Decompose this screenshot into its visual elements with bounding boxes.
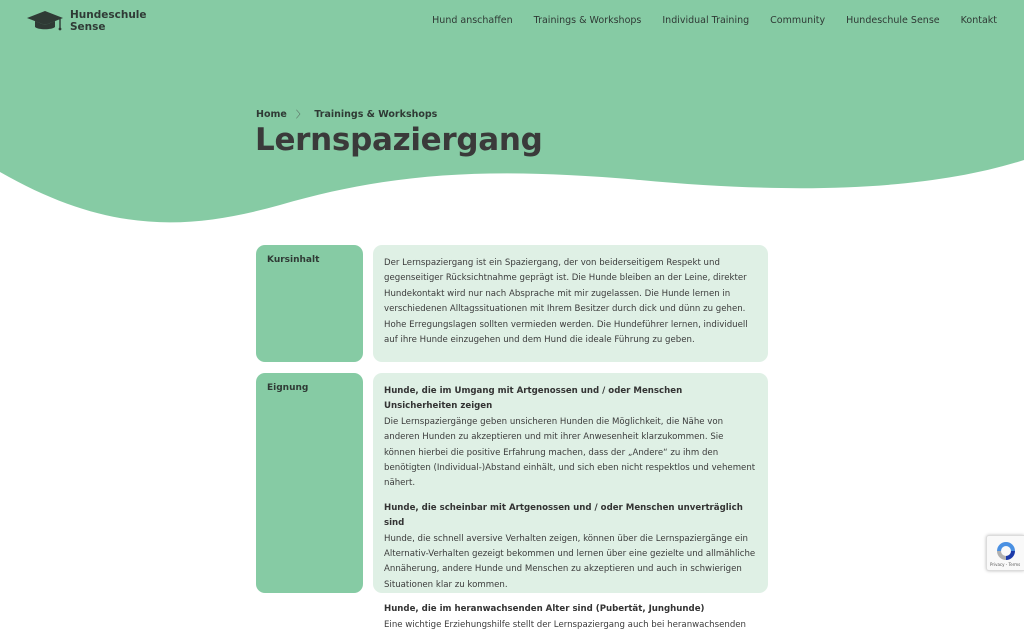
breadcrumb-home[interactable]: Home xyxy=(256,108,287,120)
section-label-kursinhalt: Kursinhalt xyxy=(256,245,363,362)
logo-text xyxy=(70,9,147,33)
graduation-cap-icon xyxy=(26,9,64,33)
nav-item-kontakt[interactable]: Kontakt xyxy=(960,15,997,26)
eignung-block-title: Hunde, die im Umgang mit Artgenossen und / oder Menschen Unsicherheiten zeigen xyxy=(384,386,683,412)
section-label-eignung: Eignung xyxy=(256,373,363,593)
nav-item-community[interactable]: Community xyxy=(770,15,826,26)
main-navigation xyxy=(411,14,997,27)
hero-background xyxy=(0,0,1024,240)
logo-line-1: Hundeschule xyxy=(70,9,147,21)
breadcrumb xyxy=(256,107,437,121)
eignung-block xyxy=(384,602,757,633)
page-title: Lernspaziergang xyxy=(255,122,543,158)
eignung-block-text: Die Lernspaziergänge geben unsicheren Hunden die Möglichkeit, die Nähe von anderen Hunden zu akzeptieren und mit ihrer Anwesenheit klarzukommen. Sie können hierbei die positive Erfahrung machen, dass der „Andere“ zu ihm den benötigten (Individual-)Abstand einhält, und sich eben nicht respektlos und vehement nähert. xyxy=(384,416,756,489)
breadcrumb-separator-icon: 〉 xyxy=(295,110,306,121)
eignung-block-title: Hunde, die scheinbar mit Artgenossen und / oder Menschen unverträglich sind xyxy=(384,502,743,529)
recaptcha-links[interactable]: Privacy - Terms xyxy=(990,562,1021,567)
section-content-eignung xyxy=(373,373,768,630)
section-content-kursinhalt xyxy=(373,245,768,362)
eignung-block-title: Hunde, die im heranwachsenden Alter sind (Pubertät, Junghunde) xyxy=(384,604,705,615)
nav-item-trainings-workshops[interactable]: Trainings & Workshops xyxy=(533,15,642,26)
recaptcha-badge[interactable] xyxy=(986,535,1024,571)
nav-item-individual-training[interactable]: Individual Training xyxy=(662,15,750,26)
eignung-block xyxy=(384,501,757,593)
kursinhalt-text: Der Lernspaziergang ist ein Spaziergang, der von beiderseitigem Respekt und gegenseitiger Rücksichtnahme geprägt ist. Die Hunde bleiben an der Leine, direkter Hundekontakt wird nur nach Absprache mit mir zugelassen. Die Hunde lernen in verschiedenen Alltagssituationen mit Ihrem Besitzer durch dick und dünn zu gehen. Hohe Erregungslagen sollten vermieden werden. Die Hundeführer lernen, individuell auf ihre Hunde einzugehen und dem Hund die ideale Führung zu geben. xyxy=(384,258,748,346)
logo-line-2: Sense xyxy=(70,21,106,33)
nav-item-hundeschule-sense[interactable]: Hundeschule Sense xyxy=(846,15,940,26)
breadcrumb-current[interactable]: Trainings & Workshops xyxy=(314,108,438,120)
eignung-block-text: Eine wichtige Erziehungshilfe stellt der Lernspaziergang auch bei heranwachsenden xyxy=(384,619,747,630)
site-logo[interactable] xyxy=(26,9,147,33)
eignung-block-text: Hunde, die schnell aversive Verhalten zeigen, können über die Lernspaziergänge ein Alternativ-Verhalten gezeigt bekommen und lernen über eine gezielte und allmähliche Annäherung, andere Hunde und Menschen zu akzeptieren und auch in schwierigen Situationen klar zu kommen. xyxy=(384,533,756,590)
eignung-block xyxy=(384,384,757,492)
nav-item-hund-anschaffen[interactable]: Hund anschaffen xyxy=(432,15,513,26)
